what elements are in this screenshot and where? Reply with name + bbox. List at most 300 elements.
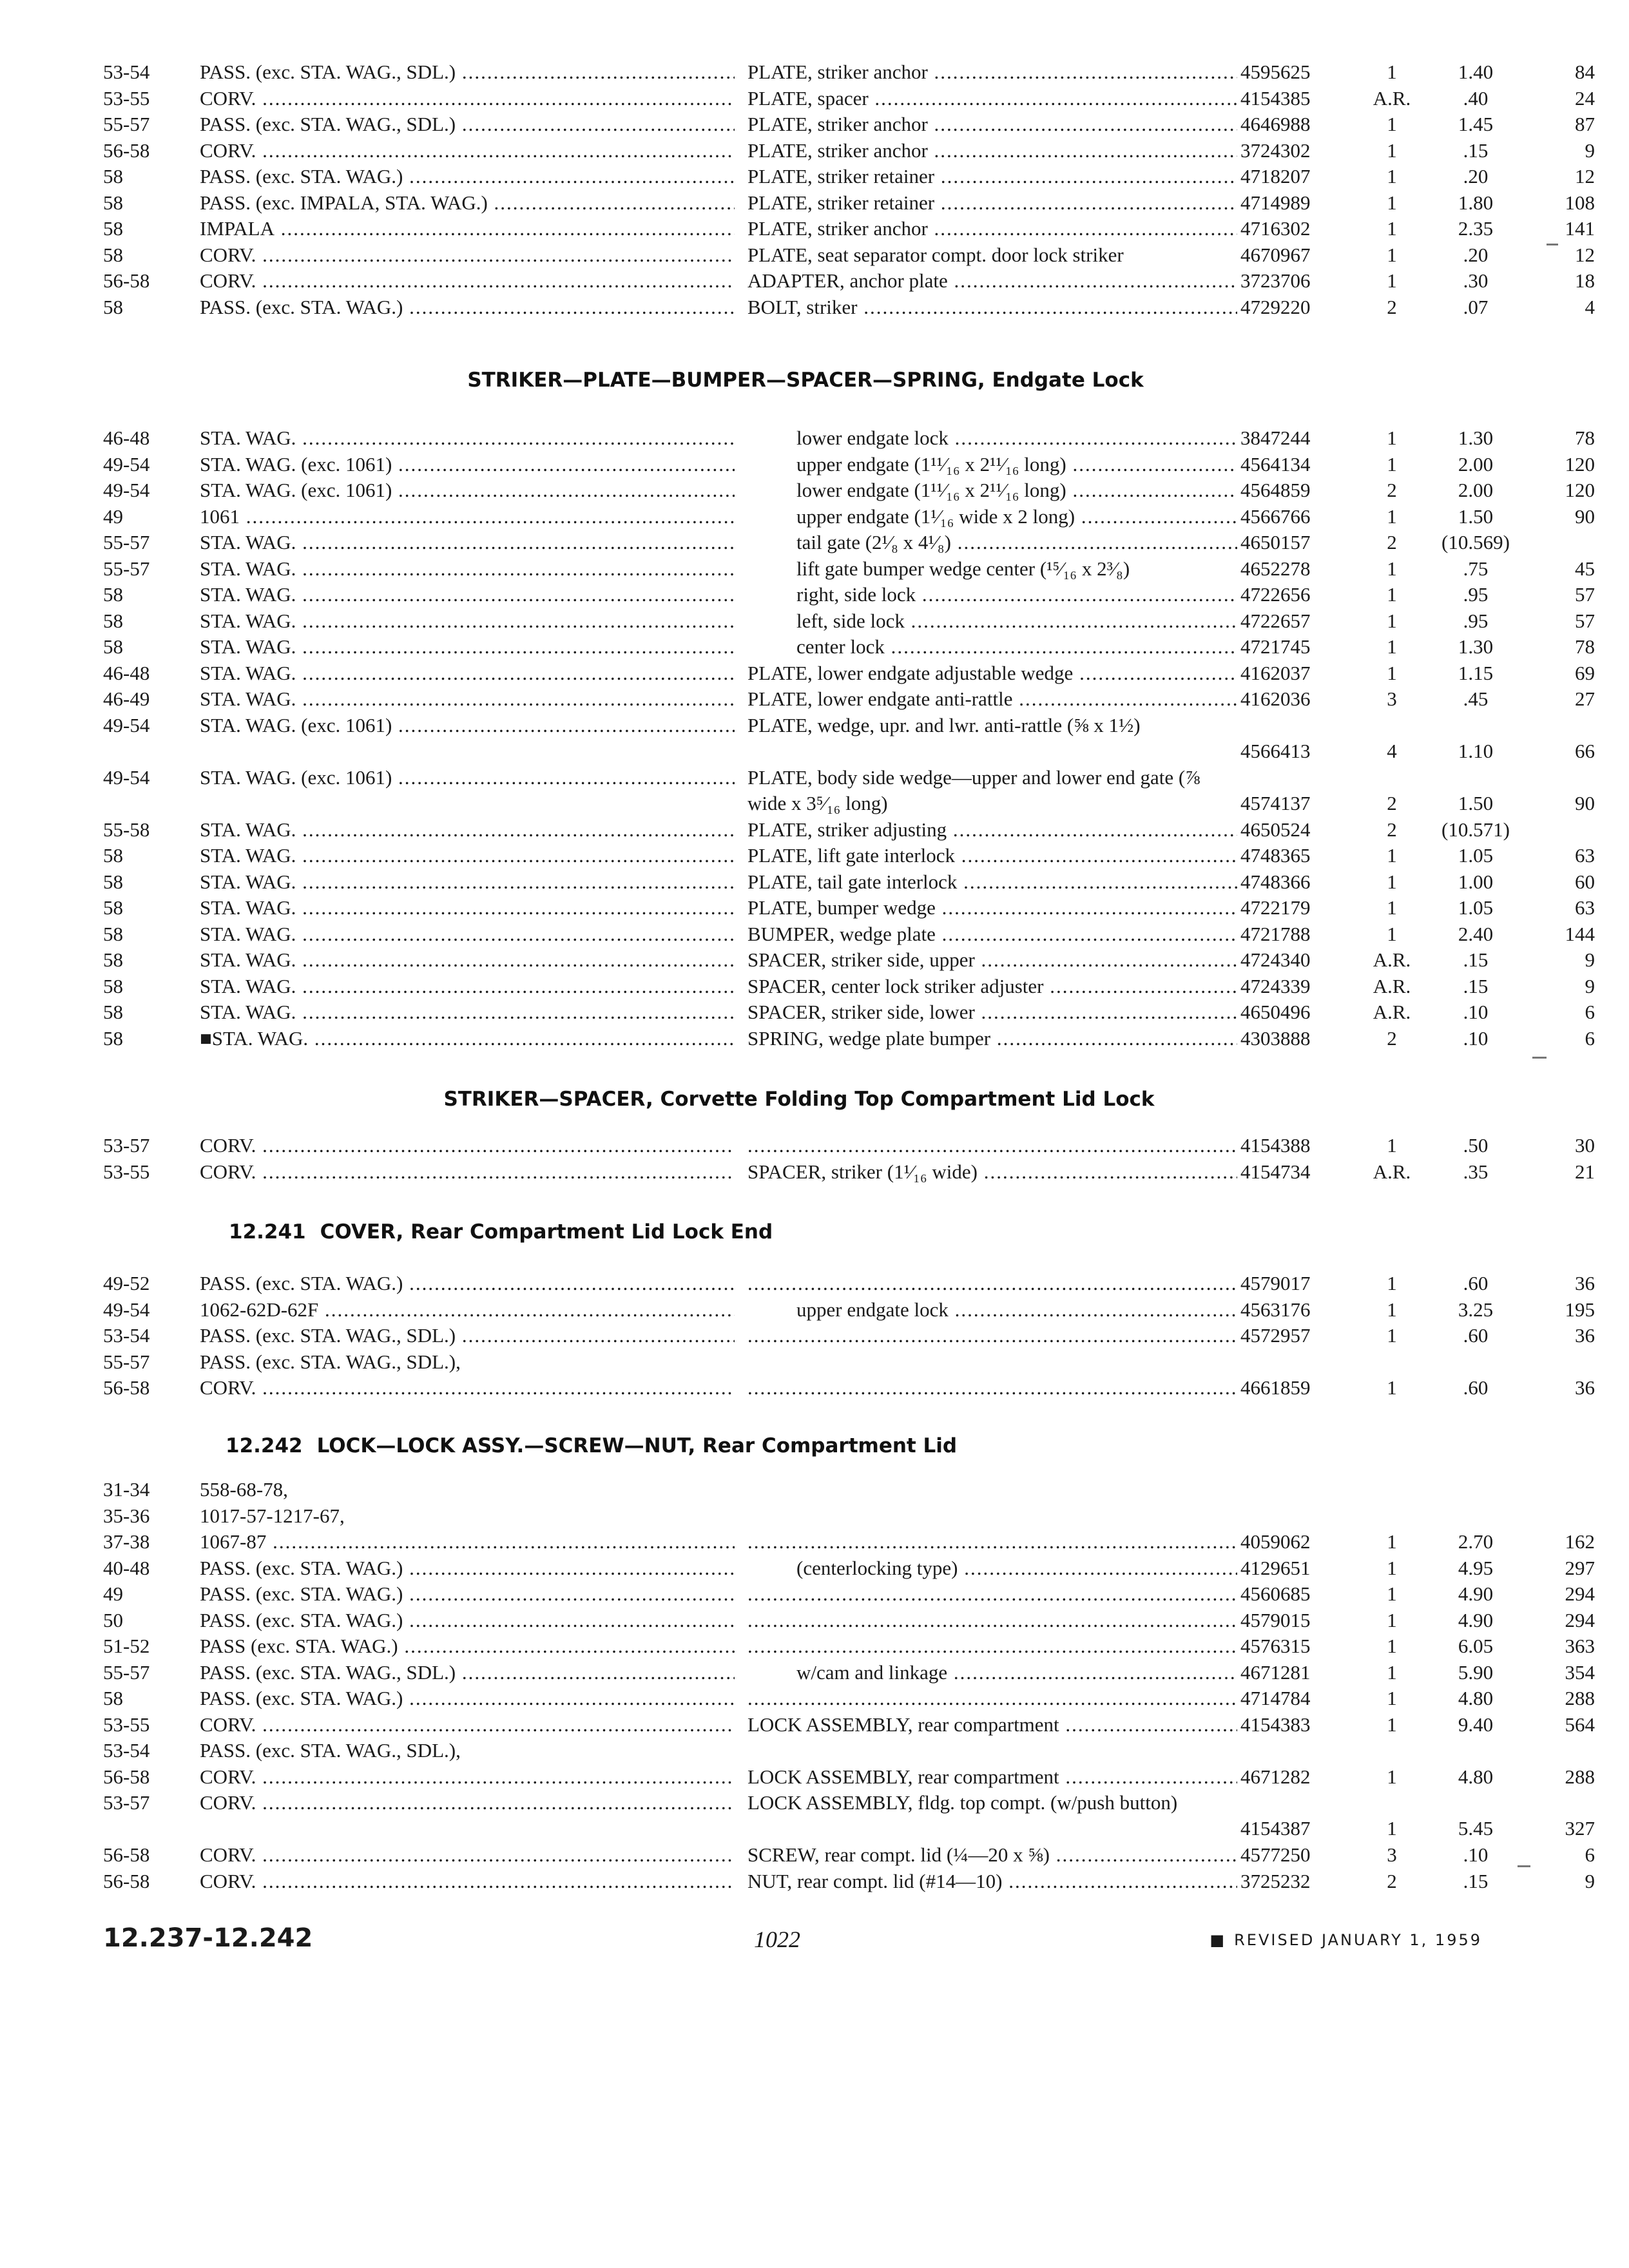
model-year-cell: 58 xyxy=(103,1001,123,1023)
model-year-cell: 49-54 xyxy=(103,713,150,736)
net-price-cell: 327 xyxy=(1565,1817,1595,1840)
parts-row xyxy=(103,111,1595,138)
net-price-cell: 6 xyxy=(1585,1001,1595,1023)
list-price-cell: .95 xyxy=(1463,583,1489,606)
part-number-cell: 4564134 xyxy=(1240,452,1311,476)
net-price-cell: 9 xyxy=(1585,1869,1595,1892)
model-year-cell: 58 xyxy=(103,295,123,318)
net-price-cell: 9 xyxy=(1585,948,1595,971)
quantity-cell: 4 xyxy=(1387,739,1397,762)
description-cell: SPACER, center lock striker adjuster ..... xyxy=(747,974,1237,999)
parts-row xyxy=(103,425,1595,452)
part-number-cell: 4748365 xyxy=(1240,844,1311,867)
quantity-cell: 1 xyxy=(1387,583,1397,606)
list-price-cell: 5.45 xyxy=(1458,1817,1494,1840)
net-price-cell: 69 xyxy=(1575,661,1595,684)
model-year-cell: 53-54 xyxy=(103,61,150,83)
net-price-cell: 12 xyxy=(1575,165,1595,187)
part-number-cell: 4566413 xyxy=(1240,739,1311,762)
part-number-cell: 4154388 xyxy=(1240,1134,1311,1157)
list-price-cell: .60 xyxy=(1463,1324,1489,1347)
parts-row xyxy=(103,999,1595,1026)
quantity-cell: 1 xyxy=(1387,661,1397,684)
net-price-cell: 120 xyxy=(1565,479,1595,501)
parts-row xyxy=(103,974,1595,1000)
application-cell: PASS. (exc. STA. WAG.) ..... xyxy=(200,1686,735,1711)
part-number-cell: 4595625 xyxy=(1240,61,1311,83)
net-price-cell: 87 xyxy=(1575,113,1595,135)
application-cell: CORV. ..... xyxy=(200,1133,735,1158)
parts-table xyxy=(103,59,1595,320)
net-price-cell: 9 xyxy=(1585,139,1595,162)
application-cell: CORV. ..... xyxy=(200,86,735,111)
part-number-cell: 4650157 xyxy=(1240,531,1311,553)
list-price-cell: 5.90 xyxy=(1458,1660,1494,1684)
quantity-cell: 1 xyxy=(1387,1376,1397,1399)
list-price-cell: .15 xyxy=(1463,1869,1489,1892)
quantity-cell: 1 xyxy=(1387,922,1397,945)
description-cell: right, side lock ..... xyxy=(747,582,1237,608)
part-number-cell: 4563176 xyxy=(1240,1298,1311,1321)
quantity-cell: 1 xyxy=(1387,870,1397,893)
parts-row xyxy=(103,869,1595,896)
parts-row xyxy=(103,504,1595,530)
parts-row xyxy=(103,1790,1595,1842)
list-price-cell: .95 xyxy=(1463,609,1489,632)
list-price-cell: .10 xyxy=(1463,1843,1489,1866)
description-cell: lift gate bumper wedge center (¹⁵⁄₁₆ x 2³⁄₈) xyxy=(796,557,1130,580)
description-cell: PLATE, striker anchor ..... xyxy=(747,59,1237,85)
quantity-cell: 1 xyxy=(1387,896,1397,919)
quantity-cell: 2 xyxy=(1387,295,1397,318)
quantity-cell: 1 xyxy=(1387,1765,1397,1788)
part-number-cell: 4721745 xyxy=(1240,635,1311,658)
list-price-cell: .10 xyxy=(1463,1001,1489,1023)
application-cell: CORV. ..... xyxy=(200,138,735,164)
part-number-cell: 4566766 xyxy=(1240,505,1311,528)
description-cell: LOCK ASSEMBLY, rear compartment ..... xyxy=(747,1712,1237,1738)
net-price-cell: 354 xyxy=(1565,1660,1595,1684)
description-cell: PLATE, striker anchor ..... xyxy=(747,216,1237,242)
part-number-cell: 4724339 xyxy=(1240,974,1311,997)
part-number-cell: 4162037 xyxy=(1240,661,1311,684)
list-price-cell: 1.50 xyxy=(1458,505,1494,528)
model-year-cell: 58 xyxy=(103,609,123,632)
list-price-cell: .45 xyxy=(1463,687,1489,710)
description-cell: BOLT, striker ..... xyxy=(747,294,1237,320)
parts-row xyxy=(103,947,1595,974)
part-number-cell: 3723706 xyxy=(1240,269,1311,292)
list-price-cell: (10.569) xyxy=(1441,531,1510,553)
section-heading xyxy=(103,1085,1482,1113)
list-price-cell: .20 xyxy=(1463,243,1489,266)
net-price-cell: 36 xyxy=(1575,1272,1595,1294)
description-cell xyxy=(747,1608,1237,1633)
parts-row xyxy=(103,765,1595,817)
quantity-cell: 3 xyxy=(1387,1843,1397,1866)
list-price-cell: 4.80 xyxy=(1458,1687,1494,1709)
application-cell: STA. WAG. (exc. 1061) ..... xyxy=(200,452,735,477)
model-year-cell: 56-58 xyxy=(103,269,150,292)
model-year-cell: 53-55 xyxy=(103,1160,150,1183)
parts-section-4 xyxy=(103,1218,1595,1401)
list-price-cell: 1.05 xyxy=(1458,844,1494,867)
parts-row xyxy=(103,556,1595,582)
parts-row xyxy=(103,608,1595,635)
model-year-cell: 58 xyxy=(103,922,123,945)
heading-title: STRIKER—SPACER, Corvette Folding Top Compartment Lid Lock xyxy=(443,1088,1155,1111)
description-cell: PLATE, striker anchor ..... xyxy=(747,111,1237,137)
list-price-cell: .30 xyxy=(1463,269,1489,292)
description-cell: NUT, rear compt. lid (#14—10) ..... xyxy=(747,1869,1237,1894)
description-cell: PLATE, lift gate interlock ..... xyxy=(747,843,1237,869)
quantity-cell: 1 xyxy=(1387,844,1397,867)
net-price-cell: 6 xyxy=(1585,1026,1595,1050)
model-year-cell: 55-57 xyxy=(103,1660,150,1684)
list-price-cell: .35 xyxy=(1463,1160,1489,1183)
quantity-cell: 1 xyxy=(1387,61,1397,83)
model-year-cell: 49-54 xyxy=(103,452,150,476)
application-cell: STA. WAG. ..... xyxy=(200,921,735,947)
quantity-cell: A.R. xyxy=(1373,86,1411,110)
list-price-cell: .20 xyxy=(1463,165,1489,187)
model-year-cell: 58 xyxy=(103,635,123,658)
quantity-cell: 1 xyxy=(1387,1608,1397,1631)
list-price-cell: 1.10 xyxy=(1458,739,1494,762)
parts-section-5 xyxy=(103,1432,1595,1894)
quantity-cell: 1 xyxy=(1387,1556,1397,1579)
parts-row xyxy=(103,1271,1595,1297)
description-cell: LOCK ASSEMBLY, rear compartment ..... xyxy=(747,1764,1237,1790)
parts-row xyxy=(103,1159,1595,1186)
quantity-cell: 1 xyxy=(1387,191,1397,214)
page-number: 1022 xyxy=(754,1927,800,1952)
application-cell: STA. WAG. ..... xyxy=(200,999,735,1025)
model-year-cell: 55-57 xyxy=(103,557,150,580)
list-price-cell: 1.05 xyxy=(1458,896,1494,919)
application-cell: CORV. ..... xyxy=(200,1712,735,1738)
part-number-cell: 4564859 xyxy=(1240,479,1311,501)
quantity-cell: 1 xyxy=(1387,1582,1397,1605)
quantity-cell: 1 xyxy=(1387,1713,1397,1736)
parts-row xyxy=(103,921,1595,948)
application-cell: STA. WAG. ..... xyxy=(200,947,735,973)
application-cell: STA. WAG. ..... xyxy=(200,817,735,843)
parts-row xyxy=(103,1581,1595,1608)
quantity-cell: 1 xyxy=(1387,1298,1397,1321)
model-year-cell: 56-58 xyxy=(103,139,150,162)
description-cell: ADAPTER, anchor plate ..... xyxy=(747,268,1237,294)
model-year-cell: 46-48 xyxy=(103,427,150,449)
description-cell: upper endgate (1¹⁄₁₆ wide x 2 long) ..... xyxy=(747,504,1237,530)
quantity-cell: 1 xyxy=(1387,113,1397,135)
net-price-cell: 363 xyxy=(1565,1635,1595,1657)
quantity-cell: 1 xyxy=(1387,243,1397,266)
list-price-cell: 9.40 xyxy=(1458,1713,1494,1736)
net-price-cell: 84 xyxy=(1575,61,1595,83)
net-price-cell: 63 xyxy=(1575,844,1595,867)
description-cell: lower endgate lock ..... xyxy=(747,425,1237,451)
application-cell: CORV. ..... xyxy=(200,242,735,268)
net-price-cell: 108 xyxy=(1565,191,1595,214)
description-cell: SPACER, striker side, lower ..... xyxy=(747,999,1237,1025)
part-number-cell: 4671282 xyxy=(1240,1765,1311,1788)
parts-row xyxy=(103,268,1595,294)
parts-row xyxy=(103,1349,1482,1376)
description-cell xyxy=(747,1323,1237,1349)
quantity-cell: 1 xyxy=(1387,1134,1397,1157)
description-cell: SCREW, rear compt. lid (¼—20 x ⅝) ..... xyxy=(747,1842,1237,1868)
parts-row xyxy=(103,634,1595,660)
quantity-cell: 2 xyxy=(1387,791,1397,814)
application-cell: ■STA. WAG. ..... xyxy=(200,1026,735,1052)
description-cell: PLATE, striker retainer ..... xyxy=(747,164,1237,189)
net-price-cell: 6 xyxy=(1585,1843,1595,1866)
model-year-cell: 58 xyxy=(103,896,123,919)
scan-speck xyxy=(1547,244,1558,245)
parts-row xyxy=(103,190,1595,216)
model-year-cell: 46-48 xyxy=(103,661,150,684)
parts-row xyxy=(103,1686,1595,1712)
model-year-cell: 49-54 xyxy=(103,765,150,789)
part-number-cell: 4722657 xyxy=(1240,609,1311,632)
application-cell: STA. WAG. ..... xyxy=(200,686,735,712)
application-cell: STA. WAG. ..... xyxy=(200,895,735,921)
application-cell: STA. WAG. (exc. 1061) ..... xyxy=(200,765,735,791)
description-cell: w/cam and linkage ..... xyxy=(747,1660,1237,1686)
model-year-cell: 55-57 xyxy=(103,1350,150,1373)
net-price-cell: 66 xyxy=(1575,739,1595,762)
scan-speck xyxy=(1532,1057,1547,1059)
model-year-cell: 37-38 xyxy=(103,1530,150,1553)
description-cell: PLATE, lower endgate adjustable wedge ..... xyxy=(747,660,1237,686)
model-year-cell: 56-58 xyxy=(103,1765,150,1788)
part-number-cell: 4303888 xyxy=(1240,1026,1311,1050)
net-price-cell: 90 xyxy=(1575,791,1595,814)
part-number-cell: 4729220 xyxy=(1240,295,1311,318)
description-cell: left, side lock ..... xyxy=(747,608,1237,634)
application-cell: PASS. (exc. STA. WAG.) ..... xyxy=(200,1271,735,1296)
list-price-cell: 1.40 xyxy=(1458,61,1494,83)
description-cell xyxy=(747,1581,1237,1607)
quantity-cell: 1 xyxy=(1387,1635,1397,1657)
model-year-cell: 56-58 xyxy=(103,1869,150,1892)
parts-row xyxy=(103,660,1595,687)
list-price-cell: 1.50 xyxy=(1458,791,1494,814)
parts-row xyxy=(103,86,1595,112)
application-cell: STA. WAG. ..... xyxy=(200,556,735,582)
description-cell xyxy=(747,1529,1237,1555)
part-number-cell: 4154385 xyxy=(1240,86,1311,110)
net-price-cell: 141 xyxy=(1565,217,1595,240)
net-price-cell: 4 xyxy=(1585,295,1595,318)
description-cell: tail gate (2¹⁄₈ x 4¹⁄₈) ..... xyxy=(747,530,1237,555)
parts-row xyxy=(103,477,1595,504)
model-year-cell: 49 xyxy=(103,1582,123,1605)
part-number-cell: 4650524 xyxy=(1240,818,1311,841)
application-cell: CORV. ..... xyxy=(200,1764,735,1790)
model-year-cell: 40-48 xyxy=(103,1556,150,1579)
list-price-cell: 2.70 xyxy=(1458,1530,1494,1553)
part-number-cell: 4576315 xyxy=(1240,1635,1311,1657)
parts-row xyxy=(103,1503,1482,1530)
list-price-cell: 2.00 xyxy=(1458,452,1494,476)
description-cell xyxy=(747,1686,1237,1711)
net-price-cell: 30 xyxy=(1575,1134,1595,1157)
parts-row xyxy=(103,1323,1595,1349)
part-number-cell: 4748366 xyxy=(1240,870,1311,893)
list-price-cell: .15 xyxy=(1463,948,1489,971)
net-price-cell: 90 xyxy=(1575,505,1595,528)
heading-title: COVER, Rear Compartment Lid Lock End xyxy=(320,1220,773,1244)
net-price-cell: 195 xyxy=(1565,1298,1595,1321)
net-price-cell: 57 xyxy=(1575,583,1595,606)
model-year-cell: 56-58 xyxy=(103,1843,150,1866)
quantity-cell: 3 xyxy=(1387,687,1397,710)
description-cell: SPACER, striker side, upper ..... xyxy=(747,947,1237,973)
list-price-cell: 4.95 xyxy=(1458,1556,1494,1579)
list-price-cell: .15 xyxy=(1463,974,1489,997)
application-cell: 1061 ..... xyxy=(200,504,735,530)
quantity-cell: 1 xyxy=(1387,427,1397,449)
quantity-cell: 1 xyxy=(1387,269,1397,292)
application-cell: STA. WAG. ..... xyxy=(200,660,735,686)
parts-row xyxy=(103,242,1595,269)
list-price-cell: 4.90 xyxy=(1458,1582,1494,1605)
quantity-cell: 1 xyxy=(1387,1272,1397,1294)
list-price-cell: 1.80 xyxy=(1458,191,1494,214)
net-price-cell: 36 xyxy=(1575,1324,1595,1347)
quantity-cell: A.R. xyxy=(1373,1160,1411,1183)
parts-row xyxy=(103,895,1595,921)
description-cell: PLATE, bumper wedge ..... xyxy=(747,895,1237,921)
description-cell: LOCK ASSEMBLY, fldg. top compt. (w/push button) xyxy=(747,1791,1178,1814)
parts-row xyxy=(103,817,1510,843)
part-number-cell: 4154387 xyxy=(1240,1817,1311,1840)
net-price-cell: 24 xyxy=(1575,86,1595,110)
application-cell: STA. WAG. (exc. 1061) ..... xyxy=(200,713,735,738)
parts-section-2 xyxy=(103,366,1595,1052)
description-cell: PLATE, wedge, upr. and lwr. anti-rattle (⅝ x 1½) xyxy=(747,713,1141,736)
model-year-cell: 58 xyxy=(103,243,123,266)
parts-row xyxy=(103,164,1595,190)
revision-marker: ■ xyxy=(1210,1931,1227,1949)
net-price-cell: 162 xyxy=(1565,1530,1595,1553)
list-price-cell: 1.00 xyxy=(1458,870,1494,893)
quantity-cell: 1 xyxy=(1387,217,1397,240)
part-number-cell: 4572957 xyxy=(1240,1324,1311,1347)
net-price-cell: 12 xyxy=(1575,243,1595,266)
quantity-cell: 1 xyxy=(1387,1530,1397,1553)
application-cell: PASS. (exc. STA. WAG., SDL.) ..... xyxy=(200,1660,735,1686)
net-price-cell: 27 xyxy=(1575,687,1595,710)
parts-row xyxy=(103,294,1595,321)
application-cell: CORV. ..... xyxy=(200,1159,735,1185)
model-year-cell: 53-55 xyxy=(103,1713,150,1736)
application-cell: IMPALA ..... xyxy=(200,216,735,242)
application-cell: STA. WAG. (exc. 1061) ..... xyxy=(200,477,735,503)
part-number-cell: 4661859 xyxy=(1240,1376,1311,1399)
description-cell: PLATE, lower endgate anti-rattle ..... xyxy=(747,686,1237,712)
quantity-cell: 1 xyxy=(1387,1660,1397,1684)
description-cell: PLATE, striker adjusting ..... xyxy=(747,817,1237,843)
net-price-cell: 78 xyxy=(1575,635,1595,658)
application-cell: CORV. ..... xyxy=(200,1869,735,1894)
part-number-cell: 4560685 xyxy=(1240,1582,1311,1605)
quantity-cell: A.R. xyxy=(1373,1001,1411,1023)
model-year-cell: 58 xyxy=(103,191,123,214)
parts-row xyxy=(103,1869,1595,1895)
model-year-cell: 49-52 xyxy=(103,1272,150,1294)
model-year-cell: 31-34 xyxy=(103,1478,150,1501)
model-year-cell: 58 xyxy=(103,844,123,867)
section-range: 12.237-12.242 xyxy=(103,1923,313,1953)
part-number-cell: 3725232 xyxy=(1240,1869,1311,1892)
application-cell: 1062-62D-62F ..... xyxy=(200,1297,735,1323)
application-cell: PASS. (exc. STA. WAG.) ..... xyxy=(200,164,735,189)
part-number-cell: 4724340 xyxy=(1240,948,1311,971)
parts-row xyxy=(103,1477,1482,1503)
model-year-cell: 53-54 xyxy=(103,1324,150,1347)
net-price-cell: 78 xyxy=(1575,427,1595,449)
list-price-cell: 1.45 xyxy=(1458,113,1494,135)
part-number-cell: 4671281 xyxy=(1240,1660,1311,1684)
quantity-cell: 1 xyxy=(1387,139,1397,162)
part-number-cell: 4162036 xyxy=(1240,687,1311,710)
quantity-cell: 2 xyxy=(1387,818,1397,841)
description-cell xyxy=(747,1633,1237,1659)
net-price-cell: 564 xyxy=(1565,1713,1595,1736)
parts-row xyxy=(103,1026,1595,1052)
net-price-cell: 45 xyxy=(1575,557,1595,580)
application-cell: PASS. (exc. STA. WAG.) ..... xyxy=(200,1608,735,1633)
parts-row xyxy=(103,843,1595,869)
part-number-cell: 4577250 xyxy=(1240,1843,1311,1866)
quantity-cell: 1 xyxy=(1387,557,1397,580)
net-price-cell: 294 xyxy=(1565,1608,1595,1631)
list-price-cell: .50 xyxy=(1463,1134,1489,1157)
parts-row xyxy=(103,1764,1595,1791)
quantity-cell: 1 xyxy=(1387,452,1397,476)
model-year-cell: 53-57 xyxy=(103,1134,150,1157)
model-year-cell: 53-57 xyxy=(103,1791,150,1814)
part-number-cell: 4154383 xyxy=(1240,1713,1311,1736)
revision-note xyxy=(1210,1931,1482,1949)
list-price-cell: 2.40 xyxy=(1458,922,1494,945)
parts-row xyxy=(103,713,1595,765)
quantity-cell: 2 xyxy=(1387,1026,1397,1050)
section-heading xyxy=(103,1432,1482,1460)
application-cell: PASS. (exc. STA. WAG.) ..... xyxy=(200,294,735,320)
net-price-cell: 9 xyxy=(1585,974,1595,997)
description-cell: BUMPER, wedge plate ..... xyxy=(747,921,1237,947)
list-price-cell: .60 xyxy=(1463,1376,1489,1399)
parts-table xyxy=(103,1271,1595,1401)
part-number-cell: 4718207 xyxy=(1240,165,1311,187)
model-year-cell: 58 xyxy=(103,974,123,997)
description-cell: PLATE, spacer ..... xyxy=(747,86,1237,111)
part-number-cell: 3847244 xyxy=(1240,427,1311,449)
model-year-cell: 58 xyxy=(103,1687,123,1709)
application-cell: STA. WAG. ..... xyxy=(200,869,735,895)
net-price-cell: 36 xyxy=(1575,1376,1595,1399)
parts-table xyxy=(103,1133,1595,1185)
quantity-cell: 1 xyxy=(1387,1687,1397,1709)
quantity-cell: A.R. xyxy=(1373,974,1411,997)
list-price-cell: 2.00 xyxy=(1458,479,1494,501)
part-number-cell: 4721788 xyxy=(1240,922,1311,945)
application-cell: PASS (exc. STA. WAG.) ..... xyxy=(200,1633,735,1659)
